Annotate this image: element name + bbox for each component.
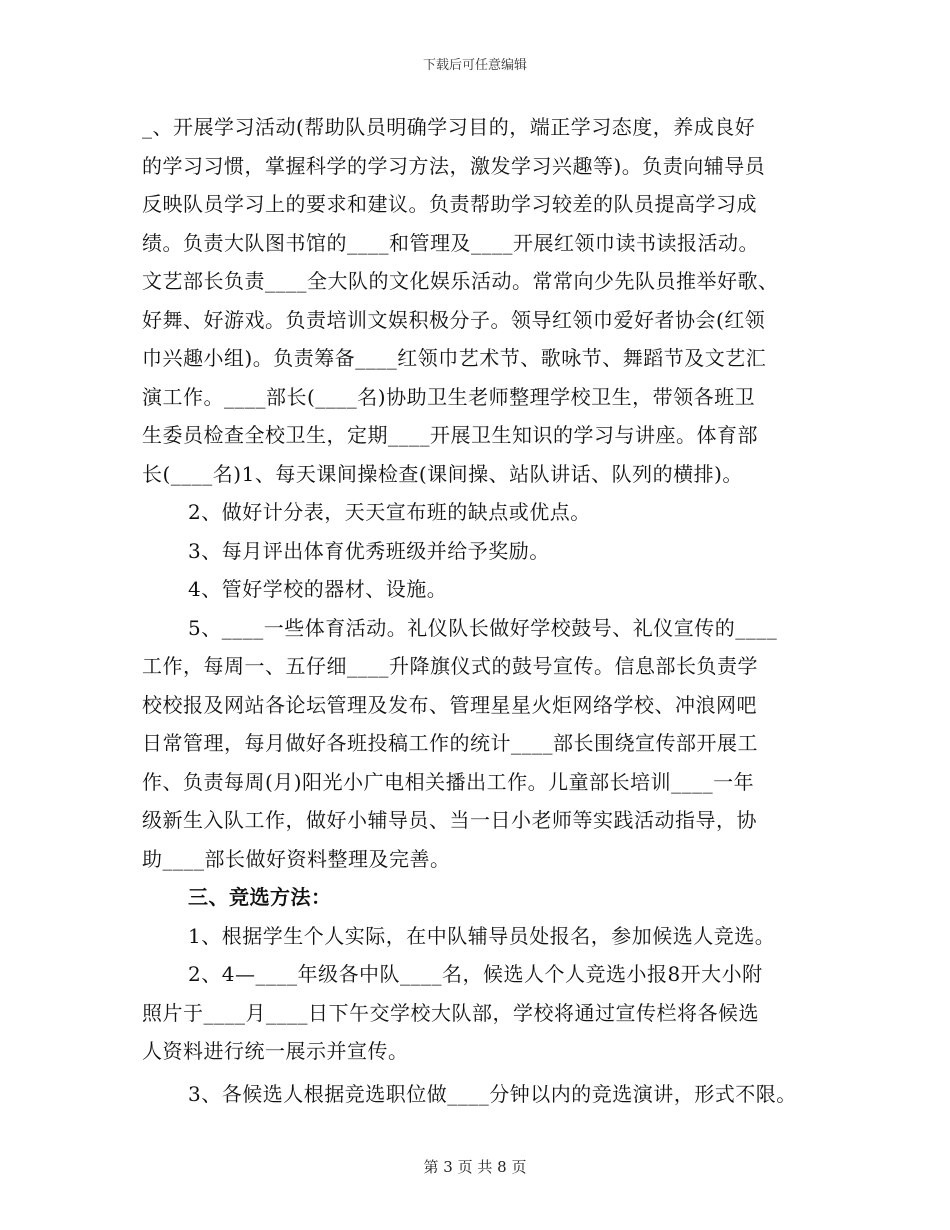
text-line: 的学习习惯，掌握科学的学习方法，激发学习兴趣等)。负责向辅导员 — [142, 153, 766, 178]
text-line: _、开展学习活动(帮助队员明确学习目的，端正学习态度，养成良好 — [142, 115, 756, 139]
text-line: 好舞、好游戏。负责培训文娱积极分子。领导红领巾爱好者协会(红领 — [142, 307, 766, 332]
text-line: 作、负责每周(月)阳光小广电相关播出工作。儿童部长培训____一年 — [142, 769, 755, 794]
text-line: 照片于____月____日下午交学校大队部，学校将通过宣传栏将各候选 — [142, 1000, 759, 1025]
list-item: 4、管好学校的器材、设施。 — [188, 577, 448, 601]
text-line: 工作，每周一、五仔细____升降旗仪式的鼓号宣传。信息部长负责学 — [142, 654, 758, 678]
document-body — [142, 108, 832, 1113]
text-line: 长(____名)1、每天课间操检查(课间操、站队讲话、队列的横排)。 — [142, 461, 743, 486]
page-header: 下载后可任意编辑 — [422, 58, 527, 73]
text-line: 反映队员学习上的要求和建议。负责帮助学习较差的队员提高学习成 — [142, 192, 757, 216]
list-item: 3、每月评出体育优秀班级并给予奖励。 — [188, 538, 550, 563]
text-line: 助____部长做好资料整理及完善。 — [142, 846, 451, 871]
text-line: 校校报及网站各论坛管理及发布、管理星星火炬网络学校、冲浪网吧 — [142, 692, 757, 717]
list-item: 2、做好计分表，天天宣布班的缺点或优点。 — [188, 500, 591, 524]
text-line: 绩。负责大队图书馆的____和管理及____开展红领巾读书读报活动。 — [142, 230, 759, 255]
text-line: 巾兴趣小组)。负责筹备____红领巾艺术节、歌咏节、舞蹈节及文艺汇 — [142, 346, 767, 370]
text-line: 文艺部长负责____全大队的文化娱乐活动。常常向少先队员推举好歌、 — [142, 269, 779, 293]
list-item: 2、4—____年级各中队____名，候选人个人竞选小报8开大小附 — [188, 962, 763, 986]
list-item: 1、根据学生个人实际，在中队辅导员处报名，参加候选人竞选。 — [188, 923, 776, 948]
text-line: 人资料进行统一展示并宣传。 — [142, 1039, 409, 1063]
list-item: 5、____一些体育活动。礼仪队长做好学校鼓号、礼仪宣传的____ — [188, 615, 778, 640]
text-line: 演工作。____部长(____名)协助卫生老师整理学校卫生，带领各班卫 — [142, 384, 756, 409]
list-item: 3、各候选人根据竞选职位做____分钟以内的竞选演讲，形式不限。 — [188, 1081, 797, 1106]
page-footer: 第 3 页 共 8 页 — [423, 1158, 527, 1176]
text-line: 生委员检查全校卫生，定期____开展卫生知识的学习与讲座。体育部 — [142, 423, 758, 447]
text-line: 日常管理，每月做好各班投稿工作的统计____部长围绕宣传部开展工 — [142, 731, 758, 755]
section-heading: 三、竞选方法： — [188, 885, 332, 909]
text-line: 级新生入队工作，做好小辅导员、当一日小老师等实践活动指导，协 — [142, 808, 757, 832]
